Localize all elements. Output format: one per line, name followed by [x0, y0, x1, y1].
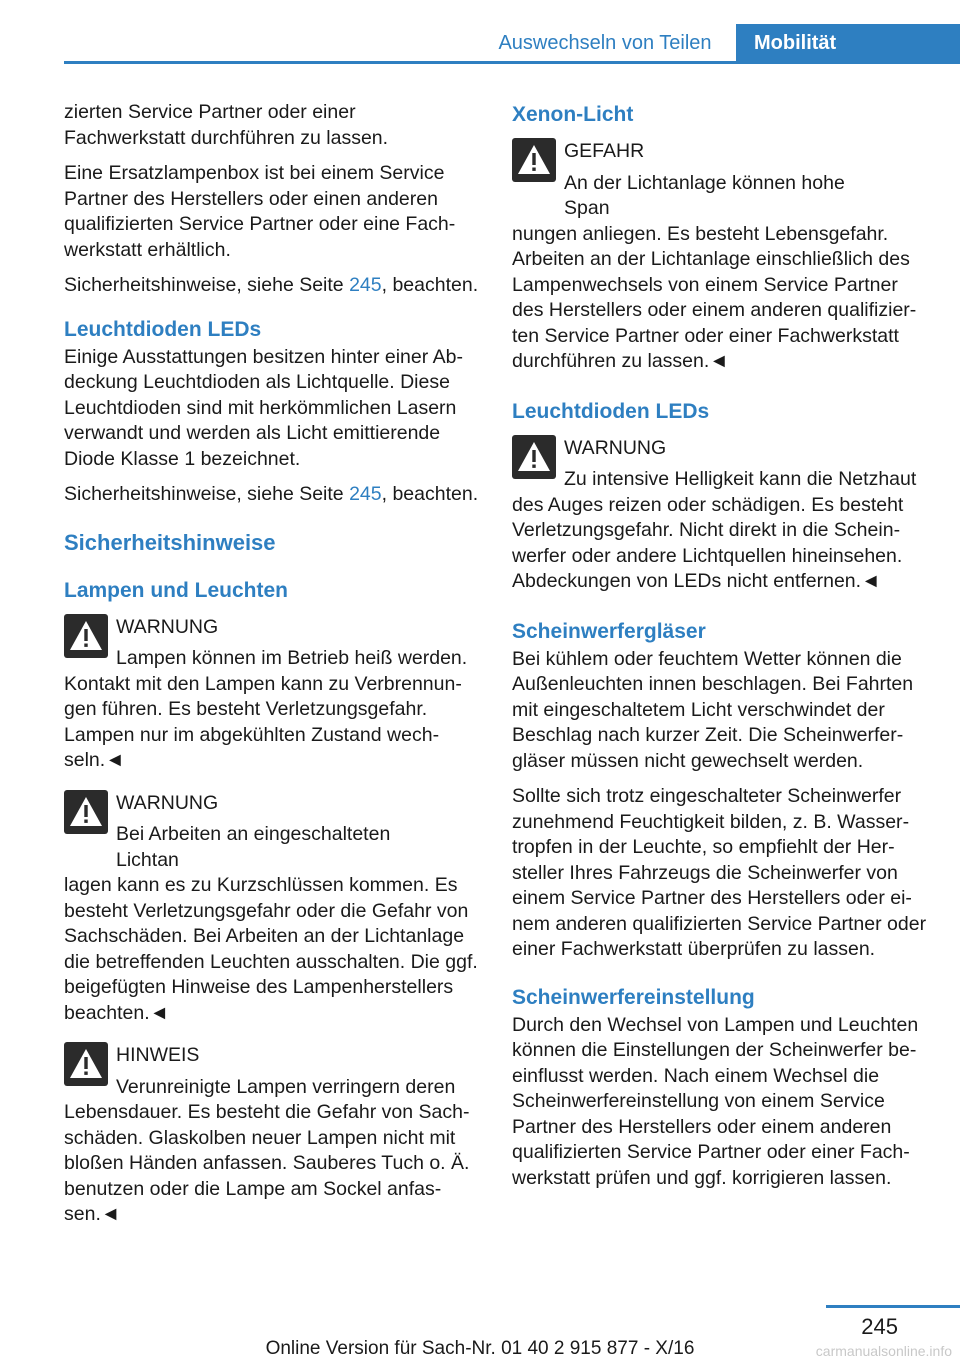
- warning-text: Kontakt mit den Lampen kann zu Verbrennungen führen. Es besteht Verletzungsgefahr. Lampen nur im abgekühlten Zustand wechseln.◄: [64, 672, 462, 771]
- header-rule: [64, 61, 960, 64]
- danger-text: nungen anliegen. Es besteht Lebensgefahr. Arbeiten an der Lichtanlage einschließlich des Lampenwechsels von einem Service Partner des Herstellers oder einem anderen qualifizierten Service Partner oder einer Fachwerkstatt durchführen zu lassen.◄: [512, 222, 917, 372]
- danger-text: An der Lichtanlage können hohe Span: [564, 171, 845, 219]
- online-version-note: Online Version für Sach-Nr. 01 40 2 915 877 - X/16: [265, 1338, 695, 1359]
- warning-triangle-icon: [64, 614, 108, 658]
- heading-leds: Leuchtdioden LEDs: [512, 399, 710, 423]
- paragraph-text: , beachten.: [381, 274, 479, 296]
- warning-block: [64, 612, 482, 774]
- paragraph-text: Sicherheitshinweise, siehe Seite: [64, 483, 350, 505]
- heading-safety: Sicherheitshinweise: [64, 529, 276, 555]
- page-number: 245: [861, 1314, 898, 1339]
- warning-label: WARNUNG: [116, 615, 219, 638]
- right-column: [512, 100, 930, 1201]
- warning-text: Lampen können im Betrieb heiß werden.: [116, 647, 468, 669]
- page-link[interactable]: 245: [349, 483, 382, 505]
- paragraph-text: Sicherheitshinweise, siehe Seite: [64, 274, 350, 296]
- page-number-rule: [826, 1305, 960, 1308]
- warning-label: WARNUNG: [116, 791, 219, 814]
- heading-xenon: Xenon-Licht: [512, 103, 634, 126]
- warning-text: Bei Arbeiten an eingeschalteten Lichtan: [116, 823, 391, 871]
- heading-headlight-glass: Scheinwerfergläser: [512, 619, 706, 643]
- page-header: [0, 0, 960, 64]
- paragraph: zierten Service Partner oder einer Fachwerkstatt durchführen zu lassen.: [64, 101, 389, 149]
- paragraph: Einige Ausstattungen besitzen hinter einer Abdeckung Leuchtdioden als Lichtquelle. Diese Leuchtdioden sind mit herkömmlichen Lasern verwandt und werden als Licht emittierende Diode Klasse 1 bezeichnet.: [64, 345, 463, 470]
- paragraph: Sollte sich trotz eingeschalteter Scheinwerfer zunehmend Feuchtigkeit bilden, z. B. Wassertropfen in der Leuchte, so empfiehlt der Hersteller Ihres Fahrzeugs die Scheinwerfer von einem Service Partner des Herstellers oder einem anderen qualifizierten Service Partner oder einer Fachwerkstatt überprüfen zu lassen.: [512, 785, 927, 960]
- warning-triangle-icon: [64, 1042, 108, 1086]
- paragraph-text: , beachten.: [381, 483, 479, 505]
- page-link[interactable]: 245: [349, 274, 382, 296]
- chapter-label: Mobilität: [736, 24, 960, 62]
- paragraph: Durch den Wechsel von Lampen und Leuchten können die Einstellungen der Scheinwerfer beeinflusst werden. Nach einem Wechsel die Scheinwerfereinstellung von einem Service Partner des Herstellers oder einem anderen qualifizierten Service Partner oder einer Fachwerkstatt prüfen und ggf. korrigieren lassen.: [512, 1013, 919, 1189]
- warning-triangle-icon: [512, 138, 556, 182]
- warning-text: des Auges reizen oder schädigen. Es besteht Verletzungsgefahr. Nicht direkt in die Scheinwerfer oder andere Lichtquellen hineinsehen. Abdeckungen von LEDs nicht entfernen.◄: [512, 493, 904, 592]
- warning-triangle-icon: [512, 435, 556, 479]
- warning-text: Zu intensive Helligkeit kann die Netzhaut: [564, 468, 917, 490]
- notice-text: Verunreinigte Lampen verringern deren: [116, 1075, 456, 1098]
- warning-triangle-icon: [64, 790, 108, 834]
- left-column: [64, 100, 482, 1242]
- warning-block: [64, 788, 482, 1027]
- warning-label: WARNUNG: [564, 436, 667, 459]
- heading-lamps: Lampen und Leuchten: [64, 578, 289, 602]
- warning-block: [512, 433, 930, 595]
- heading-leds: Leuchtdioden LEDs: [64, 317, 262, 341]
- warning-text: lagen kann es zu Kurzschlüssen kommen. Es besteht Verletzungsgefahr oder die Gefahr von Sachschäden. Bei Arbeiten an der Lichtanlage die betreffenden Leuchten ausschalten. Die ggf. beigefügten Hinweise des Lampenherstellers beachten.◄: [64, 874, 478, 1024]
- danger-label: GEFAHR: [564, 140, 645, 162]
- paragraph: [64, 273, 482, 299]
- watermark: carmanualsonline.info: [815, 1343, 952, 1359]
- danger-block: [512, 136, 930, 375]
- paragraph: [64, 482, 482, 508]
- section-label: Auswechseln von Teilen: [498, 32, 712, 54]
- notice-label: HINWEIS: [116, 1044, 200, 1066]
- paragraph: Bei kühlem oder feuchtem Wetter können die Außenleuchten innen beschlagen. Bei Fahrten mit eingeschaltetem Licht verschwindet der Beschlag nach kurzer Zeit. Die Scheinwerfergläser müssen nicht gewechselt werden.: [512, 647, 914, 772]
- heading-headlight-adjustment: Scheinwerfereinstellung: [512, 985, 755, 1009]
- notice-block: [64, 1040, 482, 1228]
- paragraph: Eine Ersatzlampenbox ist bei einem Service Partner des Herstellers oder einen anderen qualifizierten Service Partner oder eine Fachwerkstatt erhältlich.: [64, 162, 456, 261]
- notice-text: Lebensdauer. Es besteht die Gefahr von Sachschäden. Glaskolben neuer Lampen nicht mit bloßen Händen anfassen. Sauberes Tuch o. Ä. benutzen oder die Lampe am Sockel anfassen.◄: [64, 1101, 470, 1225]
